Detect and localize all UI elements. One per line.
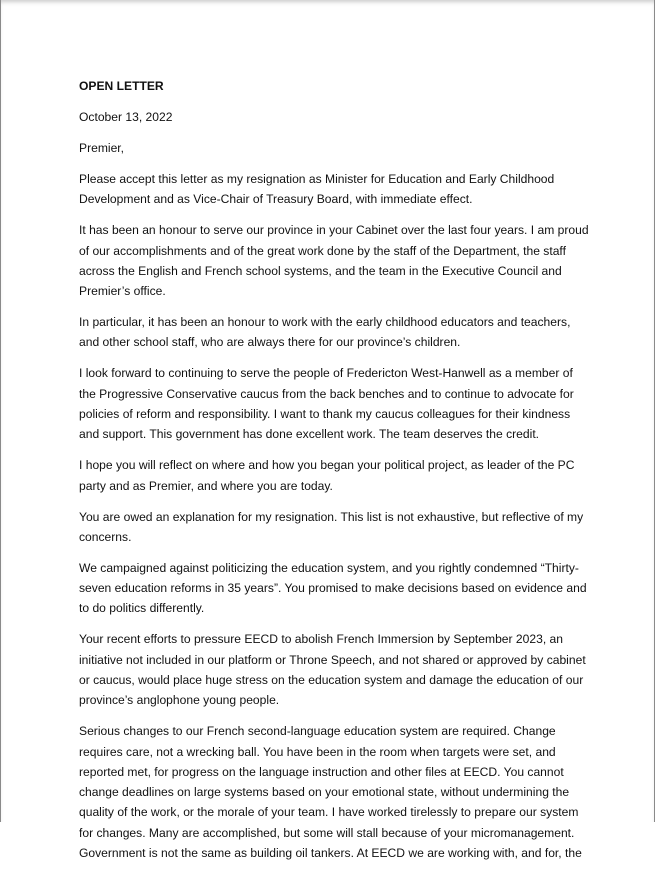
letter-paragraph <box>79 507 589 548</box>
paragraph-line: of our accomplishments and of the great work done by the staff of the Department, the staff <box>79 243 566 258</box>
letter-paragraph <box>79 455 589 496</box>
paragraph-line: You are owed an explanation for my resignation. This list is not exhaustive, but reflective of my <box>79 509 584 524</box>
letter-paragraph <box>79 629 589 710</box>
paragraph-line: initiative not included in our platform or Throne Speech, and not shared or approved by cabinet <box>79 652 586 667</box>
paragraph-line: Premier’s office. <box>79 284 166 299</box>
paragraph-line: Serious changes to our French second-language education system are required. Change <box>79 724 556 739</box>
paragraph-line: party and as Premier, and where you are today. <box>79 478 333 493</box>
letter-paragraph <box>79 558 589 619</box>
paragraph-line: Please accept this letter as my resignation as Minister for Education and Early Childhood <box>79 171 555 186</box>
letter-salutation: Premier, <box>79 140 125 155</box>
paragraph-line: across the English and French school systems, and the team in the Executive Council and <box>79 263 562 278</box>
paragraph-line: I hope you will reflect on where and how you began your political project, as leader of the PC <box>79 458 575 473</box>
paragraph-line: concerns. <box>79 529 132 544</box>
letter-paragraph <box>79 721 589 863</box>
paragraph-line: Development and as Vice-Chair of Treasury Board, with immediate effect. <box>79 192 473 207</box>
letter-body <box>79 76 589 874</box>
letter-paragraph <box>79 312 589 353</box>
paragraph-line: requires care, not a wrecking ball. You have been in the room when targets were set, and <box>79 744 556 759</box>
letter-heading: OPEN LETTER <box>79 79 164 93</box>
paragraph-line: Government is not the same as building oil tankers. At EECD we are working with, and for, the <box>79 846 582 861</box>
paragraph-line: policies of reform and responsibility. I want to thank my caucus colleagues for their kindness <box>79 406 571 421</box>
paragraph-line: and support. This government has done excellent work. The team deserves the credit. <box>79 427 540 442</box>
paragraph-line: In particular, it has been an honour to work with the early childhood educators and teachers, <box>79 315 571 330</box>
paragraph-line: and other school staff, who are always there for our province’s children. <box>79 335 461 350</box>
paragraph-line: change deadlines on large systems based on your emotional state, without undermining the <box>79 785 570 800</box>
paragraph-line: to do politics differently. <box>79 601 205 616</box>
paragraph-line: I look forward to continuing to serve the people of Fredericton West-Hanwell as a member of <box>79 366 573 381</box>
paragraph-line: for changes. Many are accomplished, but some will stall because of your micromanagement. <box>79 825 575 840</box>
letter-paragraph <box>79 363 589 444</box>
paragraph-line: reported met, for progress on the language instruction and other files at EECD. You cannot <box>79 764 564 779</box>
letter-paragraph <box>79 169 589 210</box>
paragraph-line: quality of the work, or the morale of your team. I have worked tirelessly to prepare our system <box>79 805 579 820</box>
paragraph-line: Your recent efforts to pressure EECD to abolish French Immersion by September 2023, an <box>79 632 563 647</box>
paragraph-line: It has been an honour to serve our province in your Cabinet over the last four years. I am proud <box>79 223 589 238</box>
letter-paragraph <box>79 220 589 301</box>
paragraph-line: or caucus, would place huge stress on the education system and damage the education of our <box>79 673 584 687</box>
letter-date: October 13, 2022 <box>79 109 173 124</box>
paragraph-line: seven education reforms in 35 years”. You promised to make decisions based on evidence and <box>79 581 587 596</box>
paragraph-line: We campaigned against politicizing the education system, and you rightly condemned “Thirty- <box>79 560 579 575</box>
paragraph-line: province’s anglophone young people. <box>79 693 280 708</box>
letter-paragraphs <box>79 169 589 863</box>
paragraph-line: the Progressive Conservative caucus from the back benches and to continue to advocate for <box>79 386 574 401</box>
